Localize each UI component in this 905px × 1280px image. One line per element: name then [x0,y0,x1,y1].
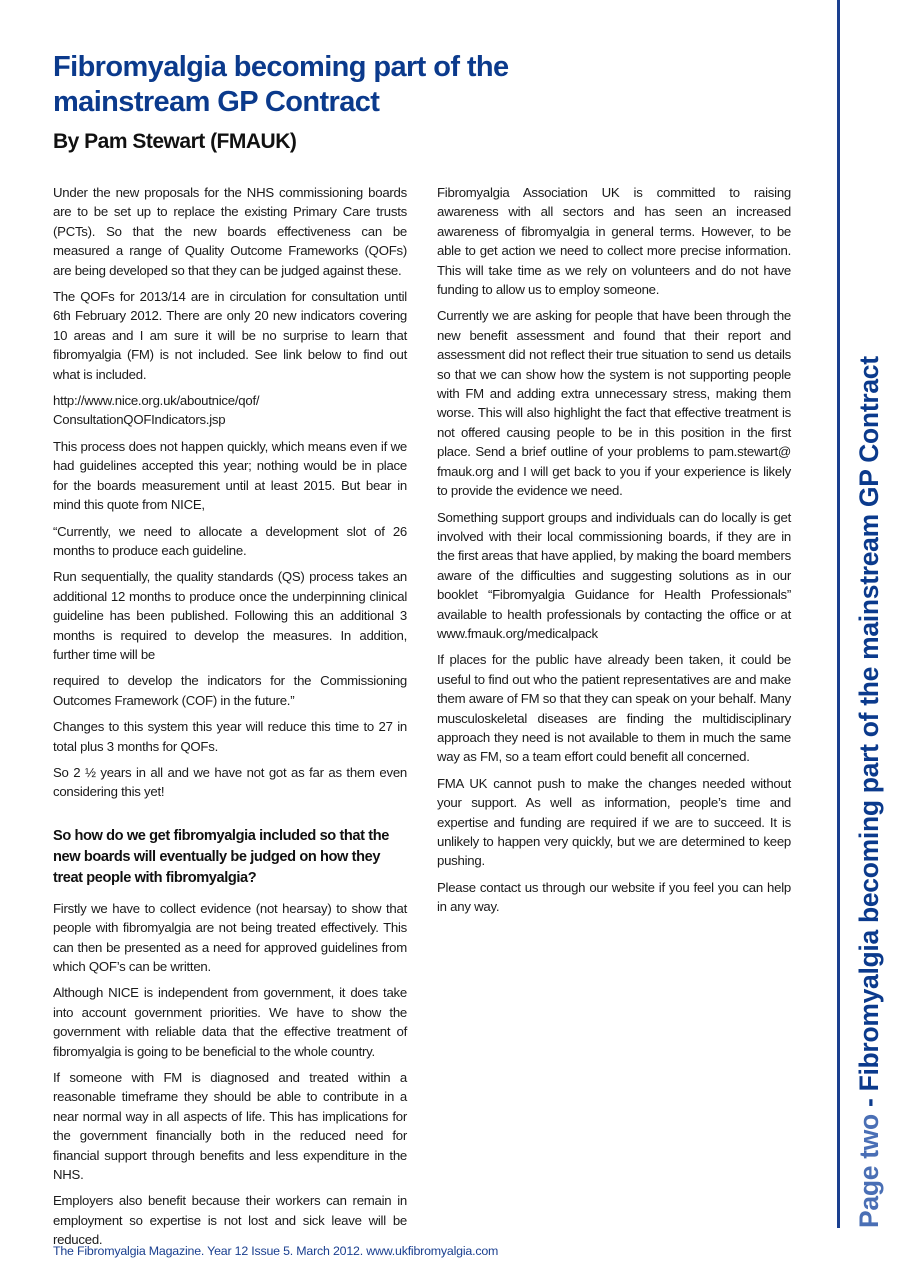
quote-paragraph: “Currently, we need to allocate a development slot of 26 months to produce each guideline. [53,523,407,558]
paragraph: Firstly we have to collect evidence (not hearsay) to show that people with fibromyalgia are not being treated effectively. This can then be presented as a need for approved guidelines from which QOF’s can be written. [53,900,407,974]
page-label: Page two [854,1114,884,1228]
paragraph: If someone with FM is diagnosed and treated within a reasonable timeframe they should be able to contribute in a near normal way in all aspects of life. This has implications for the government financially both in the reduced need for financial support through benefits and less expenditure in the NHS. [53,1070,407,1183]
paragraph: So 2 ½ years in all and we have not got as far as them even considering this yet! [53,764,407,800]
link-line-1: http://www.nice.org.uk/aboutnice/qof/ [53,393,260,409]
paragraph: FMA UK cannot push to make the changes needed without your support. As well as information, people’s time and expertise and funding are required if we are to succeed. It is unlikely to happen very quickly, but we are determined to keep pushing. [437,775,791,869]
section-title: Fibromyalgia becoming part of the mainstream GP Contract [854,356,884,1092]
section-subheading: So how do we get fibromyalgia included so that the new boards will eventually be judged on how they treat people with fibromyalgia? [53,827,389,886]
quote-paragraph: Run sequentially, the quality standards (QS) process takes an additional 12 months to produce once the underpinning clinical guideline has been published. Following this an additional 3 months is required to develop the measures. In addition, further time will be [53,569,407,662]
nice-link-text [53,391,407,430]
right-column [437,183,791,924]
paragraph: This process does not happen quickly, which means even if we had guidelines accepted this year; nothing would be in place for the boards measurement until at least 2015. But bear in mind this quote from NICE, [53,438,407,513]
paragraph: Although NICE is independent from government, it does take into account government priorities. We have to show the government with reliable data that the effective treatment of fibromyalgia is going to be beneficial to the whole country. [53,985,407,1059]
paragraph: Something support groups and individuals can do locally is get involved with their local commissioning boards, if they are in the first areas that have applied, by making the board members aware of the difficulties and suggesting solutions as in our booklet “Fibromyalgia Guidance for Health Professionals” available to health professionals by contacting the office or at www.fmauk.org/medicalpack [437,509,791,641]
vertical-section-title [852,356,886,1228]
paragraph: Under the new proposals for the NHS commissioning boards are to be set up to replace the existing Primary Care trusts (PCTs). So that the new boards effectiveness can be measured a range of Quality Outcome Frameworks (QOFs) are being developed so that they can be judged against these. [53,185,407,278]
paragraph: Fibromyalgia Association UK is committed to raising awareness with all sectors and has seen an increased awareness of fibromyalgia in general terms. However, to be able to get action we need to collect more precise information. This will take time as we rely on volunteers and do not have funding to allow us to employ someone. [437,185,791,298]
paragraph: Currently we are asking for people that have been through the new benefit assessment and found that their report and assessment did not reflect their true situation to send us details so that we can show how the system is not supporting people with FM and adding extra unnecessary stress, making them worse. This will also highlight the fact that effective treatment is not offered causing people to be in this position in the first place. Send a brief outline of your problems to pam.stewart@ fmauk.org and I will get back to you if your experience is likely to provide the evidence we need. [437,308,791,499]
quote-paragraph: required to develop the indicators for the Commissioning Outcomes Framework (COF) in the future.” [53,673,407,708]
paragraph: The QOFs for 2013/14 are in circulation for consultation until 6th February 2012. There are only 20 new indicators covering 10 areas and I am sure it will be no surprise to learn that fibromyalgia (FM) is not included. See link below to find out what is included. [53,289,407,382]
paragraph: Changes to this system this year will reduce this time to 27 in total plus 3 months for QOFs. [53,719,407,754]
vertical-rule [837,0,840,1228]
link-line-2: ConsultationQOFIndicators.jsp [53,412,226,428]
article-byline: By Pam Stewart (FMAUK) [53,130,297,153]
paragraph: Employers also benefit because their workers can remain in employment so expertise is not lost and sick leave will be reduced. [53,1193,407,1248]
article-title: Fibromyalgia becoming part of the mainstream GP Contract [53,51,509,118]
title-separator: - [854,1091,884,1115]
left-column [53,183,407,1257]
paragraph: Please contact us through our website if you feel you can help in any way. [437,879,791,915]
page-footer: The Fibromyalgia Magazine. Year 12 Issue 5. March 2012. www.ukfibromyalgia.com [53,1244,499,1258]
paragraph: If places for the public have already been taken, it could be useful to find out who the patient representatives are and make them aware of FM so that they can speak on your behalf. Many musculoskeletal diseases are finding the multidisciplinary approach they need is not available to them in much the same way as FM, so a team effort could benefit all concerned. [437,652,791,765]
